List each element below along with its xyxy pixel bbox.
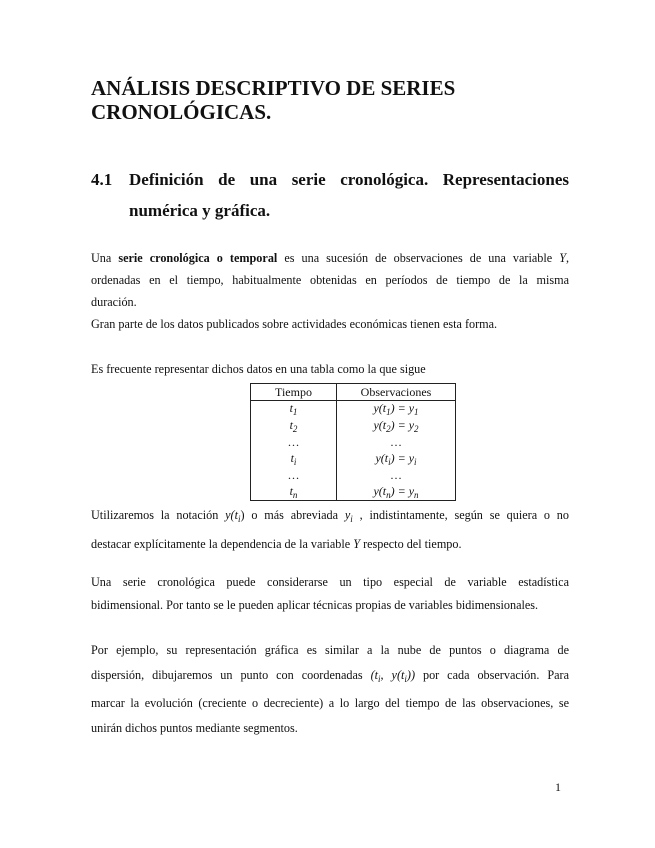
paragraph-definition bbox=[91, 247, 569, 335]
paragraph-line: duración. bbox=[91, 295, 137, 309]
table-row: $t_n$ $y(t_n) = y_n$ bbox=[251, 484, 456, 501]
table-row: … … bbox=[251, 434, 456, 451]
paragraph-line: Gran parte de los datos publicados sobre actividades económicas tienen esta forma. bbox=[91, 317, 498, 331]
time-series-table bbox=[250, 383, 456, 501]
paragraph-line: Utilizaremos la notación $y(t_i)$ o más abreviada $y_i$ , indistintamente, según se quiera o no bbox=[91, 508, 569, 524]
paragraph-line: Por ejemplo, su representación gráfica es similar a la nube de puntos o diagrama de bbox=[91, 643, 569, 657]
paragraph-graphic bbox=[91, 638, 569, 740]
paragraph-line: Es frecuente representar dichos datos en una tabla como la que sigue bbox=[91, 362, 426, 376]
table-row: $t_2$ $y(t_2) = y_2$ bbox=[251, 418, 456, 435]
table-row: $t_1$ $y(t_1) = y_1$ bbox=[251, 401, 456, 418]
page-number: 1 bbox=[555, 780, 561, 794]
section-title-line2: numérica y gráfica. bbox=[129, 201, 271, 220]
paragraph-line: Una serie cronológica o temporal es una sucesión de observaciones de una variable Y, bbox=[91, 251, 570, 265]
document-title: ANÁLISIS DESCRIPTIVO DE SERIES CRONOLÓGICAS. bbox=[91, 76, 456, 124]
section-title-line1: Definición de una serie cronológica. Representaciones bbox=[129, 170, 569, 189]
paragraph-line: bidimensional. Por tanto se le pueden aplicar técnicas propias de variables bidimensionales. bbox=[91, 598, 539, 612]
paragraph-line: marcar la evolución (creciente o decreciente) a lo largo del tiempo de las observaciones, se bbox=[91, 696, 569, 710]
paragraph-line: destacar explícitamente la dependencia de la variable Y respecto del tiempo. bbox=[91, 537, 462, 551]
table-row: $t_i$ $y(t_i) = y_i$ bbox=[251, 451, 456, 468]
section-number: 4.1 bbox=[91, 170, 113, 189]
paragraph-line: dispersión, dibujaremos un punto con coordenadas ($t_i$, $y(t_i)$) por cada observación. Para bbox=[91, 667, 569, 684]
paragraph-notation bbox=[91, 503, 569, 557]
paragraph-line: ordenadas en el tiempo, habitualmente obtenidas en períodos de tiempo de la misma bbox=[91, 273, 569, 287]
table-header-time: Tiempo bbox=[251, 384, 337, 401]
paragraph-table-intro bbox=[91, 358, 569, 380]
paragraph-line: unirán dichos puntos mediante segmentos. bbox=[91, 720, 298, 735]
paragraph-line: Una serie cronológica puede considerarse un tipo especial de variable estadística bbox=[91, 575, 569, 589]
table-row: … … bbox=[251, 467, 456, 484]
paragraph-bidimensional bbox=[91, 571, 569, 617]
bold-term: serie cronológica o temporal bbox=[118, 251, 278, 265]
table-header-observations: Observaciones bbox=[337, 384, 456, 401]
